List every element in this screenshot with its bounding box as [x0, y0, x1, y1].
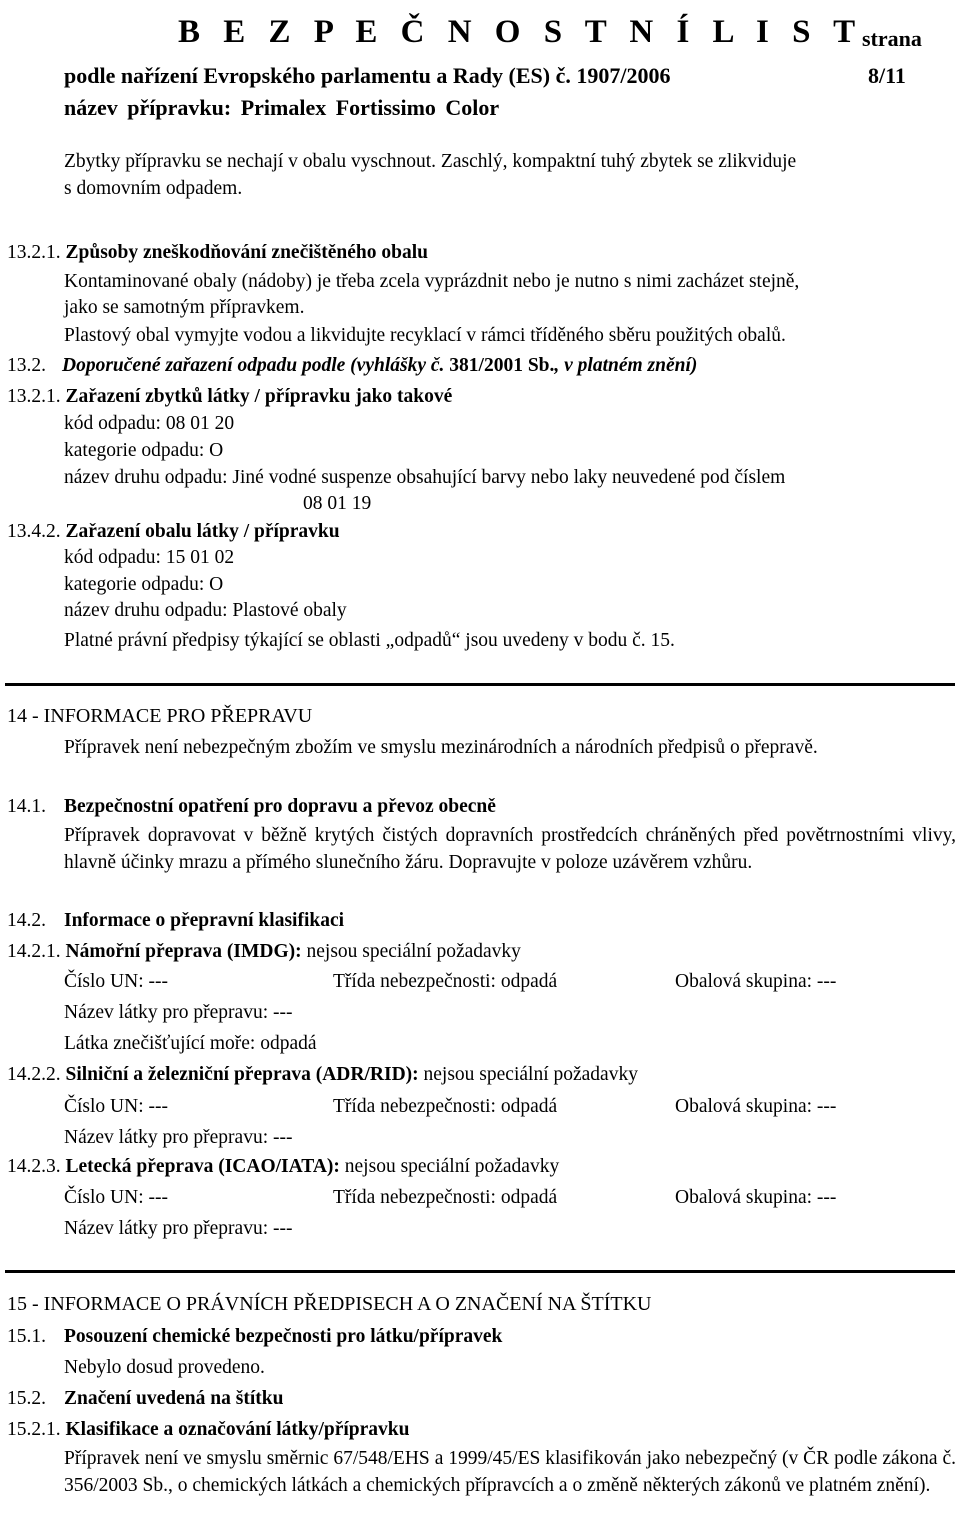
waste-code: kód odpadu: 15 01 02 — [64, 547, 235, 568]
body-line: Kontaminované obaly (nádoby) je třeba zcela vyprázdnit nebo je nutno s nimi zacházet stejně, — [64, 271, 800, 292]
section-14-heading: 14 - INFORMACE PRO PŘEPRAVU — [7, 705, 313, 727]
document-title: B E Z P E Č N O S T N Í L I S T — [178, 14, 863, 50]
subsection-number: 13.2. — [7, 355, 46, 376]
intro-line: Zbytky přípravku se nechají v obalu vyschnout. Zaschlý, kompaktní tuhý zbytek se zlikviduje — [64, 151, 797, 172]
body-line: Nebylo dosud provedeno. — [64, 1357, 265, 1378]
subsection-14-2-1 — [7, 938, 521, 965]
subsection-14-2-2 — [7, 1061, 638, 1088]
subsection-title: Zařazení obalu látky / přípravku — [65, 521, 340, 542]
waste-name: název druhu odpadu: Plastové obaly — [64, 600, 347, 621]
subsection-13-2-1b — [7, 383, 452, 410]
subsection-13-2-1 — [7, 239, 428, 266]
subsection-number: 14.2.3. — [7, 1156, 61, 1177]
subsection-title: Bezpečnostní opatření pro dopravu a převoz obecně — [64, 796, 496, 817]
subsection-title: Námořní přeprava (IMDG): — [65, 941, 302, 962]
waste-name-cont: 08 01 19 — [303, 493, 372, 514]
subsection-15-2 — [7, 1385, 283, 1412]
section-15-heading: 15 - INFORMACE O PRÁVNÍCH PŘEDPISECH A O ZNAČENÍ NA ŠTÍTKU — [7, 1293, 652, 1315]
hazard-class: Třída nebezpečnosti: odpadá — [333, 1187, 558, 1208]
subsection-number: 14.1. — [7, 796, 46, 817]
section-divider — [5, 683, 955, 686]
subsection-number: 14.2.2. — [7, 1064, 61, 1085]
subsection-15-1 — [7, 1323, 502, 1350]
subsection-detail: nejsou speciální požadavky — [306, 941, 521, 962]
shipping-name: Název látky pro přepravu: --- — [64, 1127, 293, 1148]
body-paragraph: Přípravek není ve smyslu směrnic 67/548/EHS a 1999/45/ES klasifikován jako nebezpečný (v ČR podle zákona č. 356/2003 Sb., o chemických látkách a chemických přípravcích a o změně některých zákonů ve platném znění). — [64, 1448, 956, 1496]
product-line — [64, 95, 499, 121]
subsection-number: 15.2. — [7, 1388, 46, 1409]
subsection-number: 14.2. — [7, 910, 46, 931]
subsection-number: 13.2.1. — [7, 242, 61, 263]
packing-group: Obalová skupina: --- — [675, 1187, 837, 1208]
subsection-14-2-3 — [7, 1153, 559, 1180]
body-line: jako se samotným přípravkem. — [64, 297, 305, 318]
legal-note: Platné právní předpisy týkající se oblasti „odpadů“ jsou uvedeny v bodu č. 15. — [64, 630, 675, 651]
page-label: strana — [862, 26, 922, 51]
product-label: název přípravku: — [64, 95, 232, 120]
un-number: Číslo UN: --- — [64, 1187, 168, 1208]
subsection-title: Silniční a železniční přeprava (ADR/RID): — [65, 1064, 419, 1085]
subsection-number: 15.1. — [7, 1326, 46, 1347]
product-name: Primalex Fortissimo Color — [240, 95, 500, 120]
packing-group: Obalová skupina: --- — [675, 1096, 837, 1117]
subsection-13-4-2 — [7, 518, 340, 545]
shipping-name: Název látky pro přepravu: --- — [64, 1218, 293, 1239]
body-paragraph: Přípravek není nebezpečným zbožím ve smyslu mezinárodních a národních předpisů o přepravě. — [64, 737, 818, 758]
packing-group: Obalová skupina: --- — [675, 971, 837, 992]
intro-line: s domovním odpadem. — [64, 178, 243, 199]
subsection-title: Značení uvedená na štítku — [64, 1388, 284, 1409]
subsection-title: Doporučené zařazení odpadu podle (vyhlášky č. — [62, 355, 445, 376]
body-paragraph: Přípravek dopravovat v běžně krytých čistých dopravních prostředcích chráněných před povětrnostními vlivy, hlavně účinky mrazu a přímého slunečního žáru. Dopravujte v poloze uzávěrem vzhůru. — [64, 825, 956, 873]
subsection-title: Letecká přeprava (ICAO/IATA): — [65, 1156, 340, 1177]
waste-category: kategorie odpadu: O — [64, 574, 224, 595]
section-divider — [5, 1270, 955, 1273]
page-number: 8/11 — [868, 63, 906, 88]
shipping-name: Název látky pro přepravu: --- — [64, 1002, 293, 1023]
subsection-title: Klasifikace a označování látky/přípravku — [65, 1419, 410, 1440]
subsection-title: Posouzení chemické bezpečnosti pro látku/přípravek — [64, 1326, 503, 1347]
regulation-ref: 381/2001 Sb. — [449, 355, 555, 376]
subsection-number: 13.4.2. — [7, 521, 61, 542]
un-number: Číslo UN: --- — [64, 971, 168, 992]
waste-code: kód odpadu: 08 01 20 — [64, 413, 235, 434]
subsection-13-2 — [7, 352, 697, 379]
subsection-title: Způsoby zneškodňování znečištěného obalu — [65, 242, 428, 263]
waste-name: název druhu odpadu: Jiné vodné suspenze obsahující barvy nebo laky neuvedené pod číslem — [64, 467, 786, 488]
subsection-title: Zařazení zbytků látky / přípravku jako takové — [65, 386, 453, 407]
subsection-title: Informace o přepravní klasifikaci — [64, 910, 345, 931]
body-line: Plastový obal vymyjte vodou a likvidujte recyklací v rámci tříděného sběru použitých obalů. — [64, 325, 786, 346]
marine-pollutant: Látka znečišťující moře: odpadá — [64, 1033, 317, 1054]
subsection-14-2 — [7, 907, 344, 934]
subsection-number: 15.2.1. — [7, 1419, 61, 1440]
hazard-class: Třída nebezpečnosti: odpadá — [333, 971, 558, 992]
subsection-number: 14.2.1. — [7, 941, 61, 962]
subsection-title-end: , v platném znění) — [554, 355, 698, 376]
subsection-detail: nejsou speciální požadavky — [344, 1156, 560, 1177]
un-number: Číslo UN: --- — [64, 1096, 168, 1117]
waste-category: kategorie odpadu: O — [64, 440, 224, 461]
subsection-15-2-1 — [7, 1416, 409, 1443]
subsection-detail: nejsou speciální požadavky — [423, 1064, 638, 1085]
subsection-number: 13.2.1. — [7, 386, 61, 407]
hazard-class: Třída nebezpečnosti: odpadá — [333, 1096, 558, 1117]
subsection-14-1 — [7, 793, 496, 820]
regulation-line: podle nařízení Evropského parlamentu a Rady (ES) č. 1907/2006 — [64, 63, 671, 88]
